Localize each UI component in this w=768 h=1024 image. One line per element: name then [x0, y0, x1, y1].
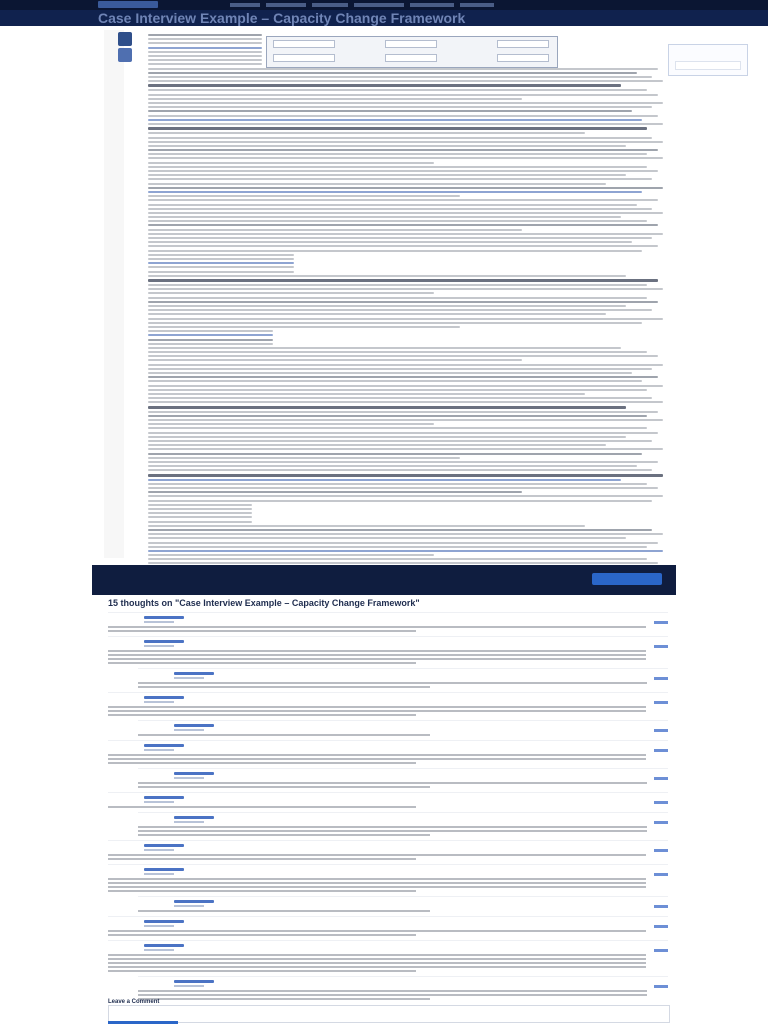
comment-text-line	[138, 830, 647, 832]
site-logo[interactable]	[98, 1, 158, 8]
reply-link[interactable]	[654, 905, 668, 908]
text-line	[148, 427, 647, 429]
comment-text-line	[108, 706, 646, 708]
text-line	[148, 305, 626, 307]
text-line	[148, 487, 658, 489]
text-line	[148, 241, 632, 243]
text-line	[148, 508, 252, 510]
text-line	[148, 89, 647, 91]
text-line	[148, 419, 663, 421]
comment-author[interactable]	[144, 696, 184, 699]
comment-item	[108, 916, 668, 940]
comment-item	[138, 720, 668, 740]
comment-item	[138, 668, 668, 692]
comment-text-line	[138, 910, 430, 912]
nav-item[interactable]	[266, 3, 306, 7]
comment-item	[108, 636, 668, 668]
comment-text-line	[108, 878, 646, 880]
comment-text-line	[108, 890, 416, 892]
text-line	[148, 318, 663, 320]
comment-text-line	[108, 710, 646, 712]
text-line	[148, 174, 626, 176]
text-line	[148, 275, 626, 277]
text-line	[148, 199, 658, 201]
reply-link[interactable]	[654, 701, 668, 704]
reply-link[interactable]	[654, 849, 668, 852]
reply-link[interactable]	[654, 645, 668, 648]
text-line	[148, 191, 642, 193]
text-line	[148, 106, 652, 108]
comment-text-line	[138, 686, 430, 688]
text-line	[148, 376, 658, 378]
text-line	[148, 212, 663, 214]
share-sidebar	[104, 30, 124, 558]
text-line	[148, 123, 663, 125]
text-line	[148, 141, 663, 143]
comment-date[interactable]	[144, 849, 174, 851]
text-line	[148, 229, 522, 231]
text-line	[148, 453, 642, 455]
comment-item	[108, 792, 668, 812]
text-line	[148, 368, 652, 370]
text-line	[148, 51, 262, 53]
comment-item	[138, 768, 668, 792]
reply-link[interactable]	[654, 949, 668, 952]
comment-date[interactable]	[144, 621, 174, 623]
comment-text-line	[108, 930, 646, 932]
comment-date[interactable]	[174, 821, 204, 823]
comment-item	[138, 976, 668, 1004]
nav-item[interactable]	[354, 3, 404, 7]
comment-text-line	[108, 658, 646, 660]
reply-link[interactable]	[654, 749, 668, 752]
text-line	[148, 440, 652, 442]
reply-link[interactable]	[654, 801, 668, 804]
text-line	[148, 334, 273, 336]
comment-item	[108, 740, 668, 768]
comment-text-line	[108, 958, 646, 960]
text-line	[148, 195, 460, 197]
text-line	[148, 479, 621, 481]
comment-item	[108, 864, 668, 896]
text-line	[148, 529, 652, 531]
comment-author[interactable]	[144, 944, 184, 947]
comment-date[interactable]	[144, 749, 174, 751]
comment-author[interactable]	[144, 844, 184, 847]
comment-author[interactable]	[174, 980, 214, 983]
comment-text-line	[108, 970, 416, 972]
text-line	[148, 119, 642, 121]
comment-author[interactable]	[144, 616, 184, 619]
comment-date[interactable]	[174, 729, 204, 731]
text-line	[148, 432, 658, 434]
text-line	[148, 102, 663, 104]
comment-text-line	[138, 994, 647, 996]
comment-item	[138, 896, 668, 916]
text-line	[148, 145, 626, 147]
comment-text-line	[108, 754, 646, 756]
comment-author[interactable]	[174, 772, 214, 775]
comment-date[interactable]	[144, 925, 174, 927]
text-line	[148, 178, 652, 180]
text-line	[148, 542, 658, 544]
text-line	[148, 411, 658, 413]
text-line	[148, 330, 273, 332]
email-signup-widget	[668, 44, 748, 76]
text-line	[148, 343, 273, 345]
text-line	[148, 385, 663, 387]
reply-link[interactable]	[654, 985, 668, 988]
comment-text-line	[108, 962, 646, 964]
text-line	[148, 322, 642, 324]
comment-text-line	[138, 826, 647, 828]
text-line	[148, 115, 658, 117]
text-line	[148, 254, 294, 256]
text-line	[148, 237, 652, 239]
comment-date[interactable]	[174, 985, 204, 987]
comment-text-line	[108, 886, 646, 888]
text-line	[148, 313, 606, 315]
main-nav	[230, 2, 494, 8]
comment-item	[108, 840, 668, 864]
text-line	[148, 292, 434, 294]
text-line	[148, 554, 434, 556]
comment-text-line	[108, 654, 646, 656]
text-line	[148, 558, 647, 560]
comment-date[interactable]	[174, 677, 204, 679]
text-line	[148, 262, 294, 264]
text-line	[148, 98, 522, 100]
comment-textarea[interactable]	[108, 1005, 670, 1023]
comment-date[interactable]	[174, 777, 204, 779]
text-line	[148, 94, 658, 96]
reply-link[interactable]	[654, 821, 668, 824]
comment-text-line	[108, 934, 416, 936]
text-line	[148, 80, 663, 82]
reply-link[interactable]	[654, 729, 668, 732]
text-line	[148, 157, 663, 159]
text-line	[148, 187, 663, 189]
comment-text-line	[138, 682, 647, 684]
comment-text-line	[108, 882, 646, 884]
text-line	[148, 153, 647, 155]
comment-author[interactable]	[174, 672, 214, 675]
text-line	[148, 339, 273, 341]
comment-author[interactable]	[144, 744, 184, 747]
comment-text-line	[138, 990, 647, 992]
reply-link[interactable]	[654, 777, 668, 780]
text-line	[148, 288, 663, 290]
text-line	[148, 461, 658, 463]
comment-text-line	[108, 630, 416, 632]
text-line	[148, 500, 652, 502]
text-line	[148, 284, 647, 286]
comment-text-line	[108, 714, 416, 716]
text-line	[148, 55, 262, 57]
article-text	[148, 34, 668, 575]
text-line	[148, 127, 647, 130]
text-line	[148, 474, 663, 477]
text-line	[148, 537, 626, 539]
text-line	[148, 372, 632, 374]
text-line	[148, 495, 663, 497]
comment-date[interactable]	[144, 645, 174, 647]
text-line	[148, 525, 585, 527]
nav-item[interactable]	[410, 3, 454, 7]
text-line	[148, 521, 252, 523]
comment-author[interactable]	[144, 796, 184, 799]
text-line	[148, 183, 606, 185]
comment-text-line	[108, 954, 646, 956]
text-line	[148, 216, 621, 218]
text-line	[148, 483, 647, 485]
text-line	[148, 469, 652, 471]
text-line	[148, 208, 652, 210]
comment-item	[138, 812, 668, 840]
banner-button[interactable]	[592, 573, 662, 585]
text-line	[148, 491, 522, 493]
text-line	[148, 132, 585, 134]
text-line	[148, 444, 606, 446]
leave-comment-heading: Leave a Comment	[108, 999, 160, 1005]
text-line	[148, 258, 294, 260]
text-line	[148, 355, 658, 357]
text-line	[148, 233, 663, 235]
comments-list	[108, 612, 668, 1004]
text-line	[148, 516, 252, 518]
comment-date[interactable]	[144, 701, 174, 703]
text-line	[148, 245, 658, 247]
text-line	[148, 550, 663, 552]
text-line	[148, 76, 652, 78]
comment-author[interactable]	[144, 640, 184, 643]
text-line	[148, 423, 434, 425]
comment-author[interactable]	[144, 868, 184, 871]
reply-link[interactable]	[654, 677, 668, 680]
nav-item[interactable]	[312, 3, 348, 7]
text-line	[148, 162, 434, 164]
comment-text-line	[138, 786, 430, 788]
comment-author[interactable]	[174, 724, 214, 727]
comment-text-line	[108, 858, 416, 860]
comment-author[interactable]	[174, 816, 214, 819]
text-line	[148, 72, 637, 74]
text-line	[148, 297, 647, 299]
text-line	[148, 279, 658, 282]
text-line	[148, 389, 647, 391]
text-line	[148, 351, 647, 353]
comment-text-line	[108, 966, 646, 968]
text-line	[148, 326, 460, 328]
text-line	[148, 68, 658, 70]
text-line	[148, 220, 647, 222]
comment-date[interactable]	[174, 905, 204, 907]
comment-author[interactable]	[144, 920, 184, 923]
text-line	[148, 166, 647, 168]
share-icon[interactable]	[118, 48, 132, 62]
comment-text-line	[108, 662, 416, 664]
comment-text-line	[138, 834, 430, 836]
text-line	[148, 309, 652, 311]
comment-text-line	[138, 998, 430, 1000]
comment-text-line	[108, 854, 646, 856]
reply-link[interactable]	[654, 621, 668, 624]
text-line	[148, 436, 626, 438]
text-line	[148, 347, 621, 349]
email-field[interactable]	[675, 61, 741, 70]
text-line	[148, 110, 632, 112]
text-line	[148, 63, 262, 65]
comment-author[interactable]	[174, 900, 214, 903]
text-line	[148, 250, 642, 252]
text-line	[148, 359, 522, 361]
text-line	[148, 84, 621, 87]
nav-item[interactable]	[460, 3, 494, 7]
comment-item	[108, 612, 668, 636]
page-header	[0, 10, 768, 26]
comment-text-line	[138, 734, 430, 736]
share-icon[interactable]	[118, 32, 132, 46]
text-line	[148, 301, 658, 303]
text-line	[148, 393, 585, 395]
comments-heading: 15 thoughts on "Case Interview Example – Capacity Change Framework"	[108, 598, 420, 608]
cta-banner	[92, 565, 676, 595]
text-line	[148, 170, 658, 172]
text-line	[148, 42, 262, 44]
comment-item	[108, 692, 668, 720]
page-title: Case Interview Example – Capacity Change Framework	[98, 10, 466, 26]
text-line	[148, 364, 663, 366]
text-line	[148, 465, 637, 467]
top-navigation-bar	[0, 0, 768, 10]
text-line	[148, 504, 252, 506]
text-line	[148, 47, 262, 49]
text-line	[148, 380, 642, 382]
text-line	[148, 38, 262, 40]
comment-text-line	[108, 762, 416, 764]
text-line	[148, 204, 637, 206]
comment-date[interactable]	[144, 873, 174, 875]
text-line	[148, 266, 294, 268]
text-line	[148, 533, 663, 535]
text-line	[148, 137, 652, 139]
text-line	[148, 546, 647, 548]
text-line	[148, 401, 663, 403]
text-line	[148, 415, 647, 417]
text-line	[148, 512, 252, 514]
reply-link[interactable]	[654, 925, 668, 928]
text-line	[148, 34, 262, 36]
reply-link[interactable]	[654, 873, 668, 876]
text-line	[148, 149, 658, 151]
text-line	[148, 457, 460, 459]
nav-item[interactable]	[230, 3, 260, 7]
comment-item	[108, 940, 668, 976]
comment-text-line	[108, 758, 646, 760]
text-line	[148, 397, 652, 399]
comment-date[interactable]	[144, 949, 174, 951]
text-line	[148, 448, 663, 450]
comment-date[interactable]	[144, 801, 174, 803]
text-line	[148, 406, 626, 409]
text-line	[148, 271, 294, 273]
comment-text-line	[108, 650, 646, 652]
text-line	[148, 224, 658, 226]
comment-text-line	[108, 806, 416, 808]
comment-text-line	[108, 626, 646, 628]
comment-text-line	[138, 782, 647, 784]
text-line	[148, 59, 262, 61]
